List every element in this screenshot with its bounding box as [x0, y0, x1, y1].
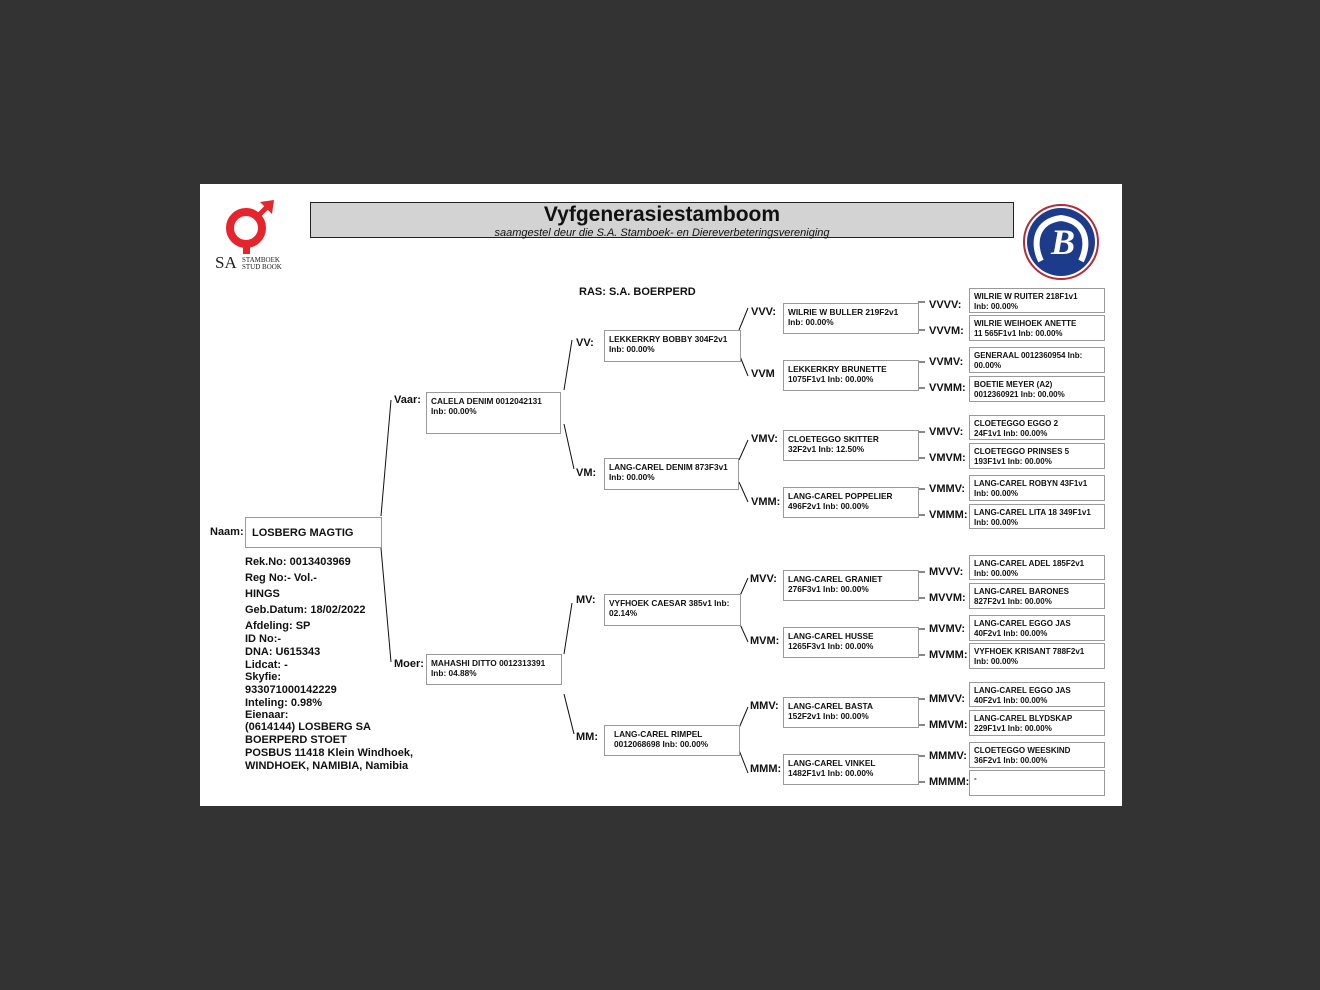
eienaar-label: Eienaar: — [245, 709, 289, 721]
mvvv-box — [969, 555, 1105, 580]
eienaar-line-2: BOERPERD STOET — [245, 734, 347, 746]
mmvm-box — [969, 710, 1105, 736]
mvmm-box — [969, 643, 1105, 669]
vmm-inb: 496F2v1 Inb: 00.00% — [788, 501, 869, 511]
vvm-name: LEKKERKRY BRUNETTE — [788, 364, 887, 374]
vm-name: LANG-CAREL DENIM 873F3v1 — [609, 462, 728, 472]
mmv-box — [783, 697, 919, 728]
mvmm-name: VYFHOEK KRISANT 788F2v1 — [974, 647, 1085, 656]
vvvv-name: WILRIE W RUITER 218F1v1 — [974, 292, 1078, 301]
vvmv-name: GENERAAL 0012360954 Inb: — [974, 351, 1083, 360]
mmv-label: MMV: — [750, 700, 779, 712]
vvvv-box — [969, 288, 1105, 313]
vvvm-box — [969, 315, 1105, 341]
vm-label: VM: — [576, 467, 597, 479]
naam-label: Naam: — [210, 526, 244, 538]
subject-name-box — [245, 517, 382, 548]
mvm-name: LANG-CAREL HUSSE — [788, 631, 874, 641]
mvmv-name: LANG-CAREL EGGO JAS — [974, 619, 1071, 628]
logo-studbook-text: STUD BOOK — [242, 263, 282, 271]
mmmv-name: CLOETEGGO WEESKIND — [974, 746, 1071, 755]
vvmm-inb: 0012360921 Inb: 00.00% — [974, 390, 1065, 399]
mvmv-label: MVMV: — [929, 623, 966, 635]
eienaar-line-3: POSBUS 11418 Klein Windhoek, — [245, 747, 414, 759]
mmm-inb: 1482F1v1 Inb: 00.00% — [788, 768, 874, 778]
skyfie-label: Skyfie: — [245, 671, 282, 683]
vmmv-box — [969, 475, 1105, 501]
mm-box — [604, 725, 740, 756]
eienaar-line-1: (0614144) LOSBERG SA — [245, 721, 371, 733]
mmmv-box — [969, 742, 1105, 768]
mvmv-box — [969, 615, 1105, 641]
mmvv-name: LANG-CAREL EGGO JAS — [974, 686, 1071, 695]
vvm-box — [783, 360, 919, 391]
mvv-inb: 276F3v1 Inb: 00.00% — [788, 584, 869, 594]
mvmv-inb: 40F2v1 Inb: 00.00% — [974, 629, 1048, 638]
mmvv-inb: 40F2v1 Inb: 00.00% — [974, 696, 1048, 705]
mvvm-inb: 827F2v1 Inb: 00.00% — [974, 597, 1052, 606]
vmvv-name: CLOETEGGO EGGO 2 — [974, 419, 1059, 428]
moer-inb: Inb: 04.88% — [431, 668, 477, 678]
afdeling: Afdeling: SP — [245, 620, 311, 632]
mmv-name: LANG-CAREL BASTA — [788, 701, 873, 711]
pedigree-page — [200, 184, 1122, 806]
mv-box — [604, 594, 741, 626]
vmm-name: LANG-CAREL POPPELIER — [788, 491, 893, 501]
rek-no: Rek.No: 0013403969 — [245, 556, 351, 568]
vmmm-inb: Inb: 00.00% — [974, 518, 1019, 527]
mvvm-label: MVVM: — [929, 592, 966, 604]
vmvv-label: VMVV: — [929, 426, 964, 438]
mvvv-inb: Inb: 00.00% — [974, 569, 1019, 578]
vmv-label: VMV: — [751, 433, 778, 445]
moer-label: Moer: — [394, 658, 424, 670]
vvmv-label: VVMV: — [929, 356, 964, 368]
mmmm-name: - — [974, 774, 977, 783]
vmvm-name: CLOETEGGO PRINSES 5 — [974, 447, 1070, 456]
mvv-name: LANG-CAREL GRANIET — [788, 574, 883, 584]
vv-inb: Inb: 00.00% — [609, 344, 655, 354]
mmvv-label: MMVV: — [929, 693, 966, 705]
vvv-label: VVV: — [751, 306, 777, 318]
vmmv-inb: Inb: 00.00% — [974, 489, 1019, 498]
vvv-box — [783, 303, 919, 334]
dna: DNA: U615343 — [245, 646, 321, 658]
mvvm-name: LANG-CAREL BARONES — [974, 587, 1069, 596]
mv-inb: 02.14% — [609, 608, 638, 618]
vvm-inb: 1075F1v1 Inb: 00.00% — [788, 374, 874, 384]
mvvv-name: LANG-CAREL ADEL 185F2v1 — [974, 559, 1085, 568]
mmmv-inb: 36F2v1 Inb: 00.00% — [974, 756, 1048, 765]
mvm-box — [783, 627, 919, 658]
mmmv-label: MMMV: — [929, 750, 967, 762]
vvmm-name: BOETIE MEYER (A2) — [974, 380, 1053, 389]
vvvm-label: VVVM: — [929, 325, 964, 337]
eienaar-line-4: WINDHOEK, NAMIBIA, Namibia — [245, 760, 409, 772]
vmvv-inb: 24F1v1 Inb: 00.00% — [974, 429, 1048, 438]
breed-label: RAS: S.A. BOERPERD — [579, 286, 696, 298]
mmm-name: LANG-CAREL VINKEL — [788, 758, 876, 768]
vmvm-inb: 193F1v1 Inb: 00.00% — [974, 457, 1052, 466]
vmmv-name: LANG-CAREL ROBYN 43F1v1 — [974, 479, 1088, 488]
vvmm-label: VVMM: — [929, 382, 966, 394]
vmv-name: CLOETEGGO SKITTER — [788, 434, 879, 444]
birth-date: Geb.Datum: 18/02/2022 — [245, 604, 366, 616]
page-title: Vyfgenerasiestamboom — [543, 203, 781, 226]
vmvv-box — [969, 415, 1105, 440]
vv-box — [604, 330, 741, 362]
reg-no: Reg No:- Vol.- — [245, 572, 317, 584]
vmv-box — [783, 430, 919, 461]
vaar-inb: Inb: 00.00% — [431, 406, 477, 416]
vaar-label: Vaar: — [394, 394, 421, 406]
vmv-inb: 32F2v1 Inb: 12.50% — [788, 444, 865, 454]
vvm-label: VVM — [751, 368, 775, 380]
vvmv-box — [969, 347, 1105, 373]
vmm-label: VMM: — [751, 496, 781, 508]
vmmm-label: VMMM: — [929, 509, 968, 521]
mm-label: MM: — [576, 731, 598, 743]
mmm-label: MMM: — [750, 763, 782, 775]
id-no: ID No:- — [245, 633, 282, 645]
vmmm-box — [969, 504, 1105, 529]
mv-name: VYFHOEK CAESAR 385v1 Inb: — [609, 598, 730, 608]
vvmv-inb: 00.00% — [974, 361, 1002, 370]
sex: HINGS — [245, 588, 280, 600]
mvvm-box — [969, 583, 1105, 609]
vvvv-inb: Inb: 00.00% — [974, 302, 1019, 311]
page-subtitle: saamgestel deur die S.A. Stamboek- en Diereverbeteringsvereniging — [494, 227, 830, 239]
vvv-inb: Inb: 00.00% — [788, 317, 834, 327]
mmvm-label: MMVM: — [929, 719, 968, 731]
mmvm-name: LANG-CAREL BLYDSKAP — [974, 714, 1073, 723]
vmmm-name: LANG-CAREL LITA 18 349F1v1 — [974, 508, 1091, 517]
vm-box — [604, 458, 739, 490]
moer-name: MAHASHI DITTO 0012313391 — [431, 658, 546, 668]
mv-label: MV: — [576, 594, 596, 606]
mm-name: LANG-CAREL RIMPEL — [614, 729, 703, 739]
mmvv-box — [969, 682, 1105, 707]
vaar-name: CALELA DENIM 0012042131 — [431, 396, 542, 406]
logo-stamboek-text: STAMBOEK — [242, 256, 280, 264]
logo-sa-text: SA — [215, 253, 237, 272]
mmm-box — [783, 754, 919, 785]
vv-label: VV: — [576, 337, 594, 349]
vmvm-box — [969, 443, 1105, 469]
vaar-box — [426, 392, 561, 434]
mvm-label: MVM: — [750, 635, 780, 647]
mvv-label: MVV: — [750, 573, 777, 585]
subject-name: LOSBERG MAGTIG — [252, 527, 354, 539]
inteling: Inteling: 0.98% — [245, 697, 323, 709]
skyfie-value: 933071000142229 — [245, 684, 337, 696]
vmm-box — [783, 487, 919, 518]
mm-inb: 0012068698 Inb: 00.00% — [614, 739, 709, 749]
lidcat: Lidcat: - — [245, 659, 288, 671]
mmv-inb: 152F2v1 Inb: 00.00% — [788, 711, 869, 721]
mvm-inb: 1265F3v1 Inb: 00.00% — [788, 641, 874, 651]
vvvm-name: WILRIE WEIHOEK ANETTE — [974, 319, 1077, 328]
vmvm-label: VMVM: — [929, 452, 966, 464]
vvv-name: WILRIE W BULLER 219F2v1 — [788, 307, 899, 317]
vmmv-label: VMMV: — [929, 483, 966, 495]
mmmm-label: MMMM: — [929, 776, 970, 788]
vvvm-inb: 11 565F1v1 Inb: 00.00% — [974, 329, 1063, 338]
mvv-box — [783, 570, 919, 601]
vv-name: LEKKERKRY BOBBY 304F2v1 — [609, 334, 728, 344]
mvvv-label: MVVV: — [929, 566, 964, 578]
logo-b-letter: B — [1051, 222, 1076, 262]
mvmm-label: MVMM: — [929, 649, 968, 661]
vvmm-box — [969, 376, 1105, 402]
vvvv-label: VVVV: — [929, 299, 962, 311]
vm-inb: Inb: 00.00% — [609, 472, 655, 482]
mmvm-inb: 229F1v1 Inb: 00.00% — [974, 724, 1052, 733]
moer-box — [426, 654, 562, 685]
mvmm-inb: Inb: 00.00% — [974, 657, 1019, 666]
mmmm-box — [969, 770, 1105, 796]
